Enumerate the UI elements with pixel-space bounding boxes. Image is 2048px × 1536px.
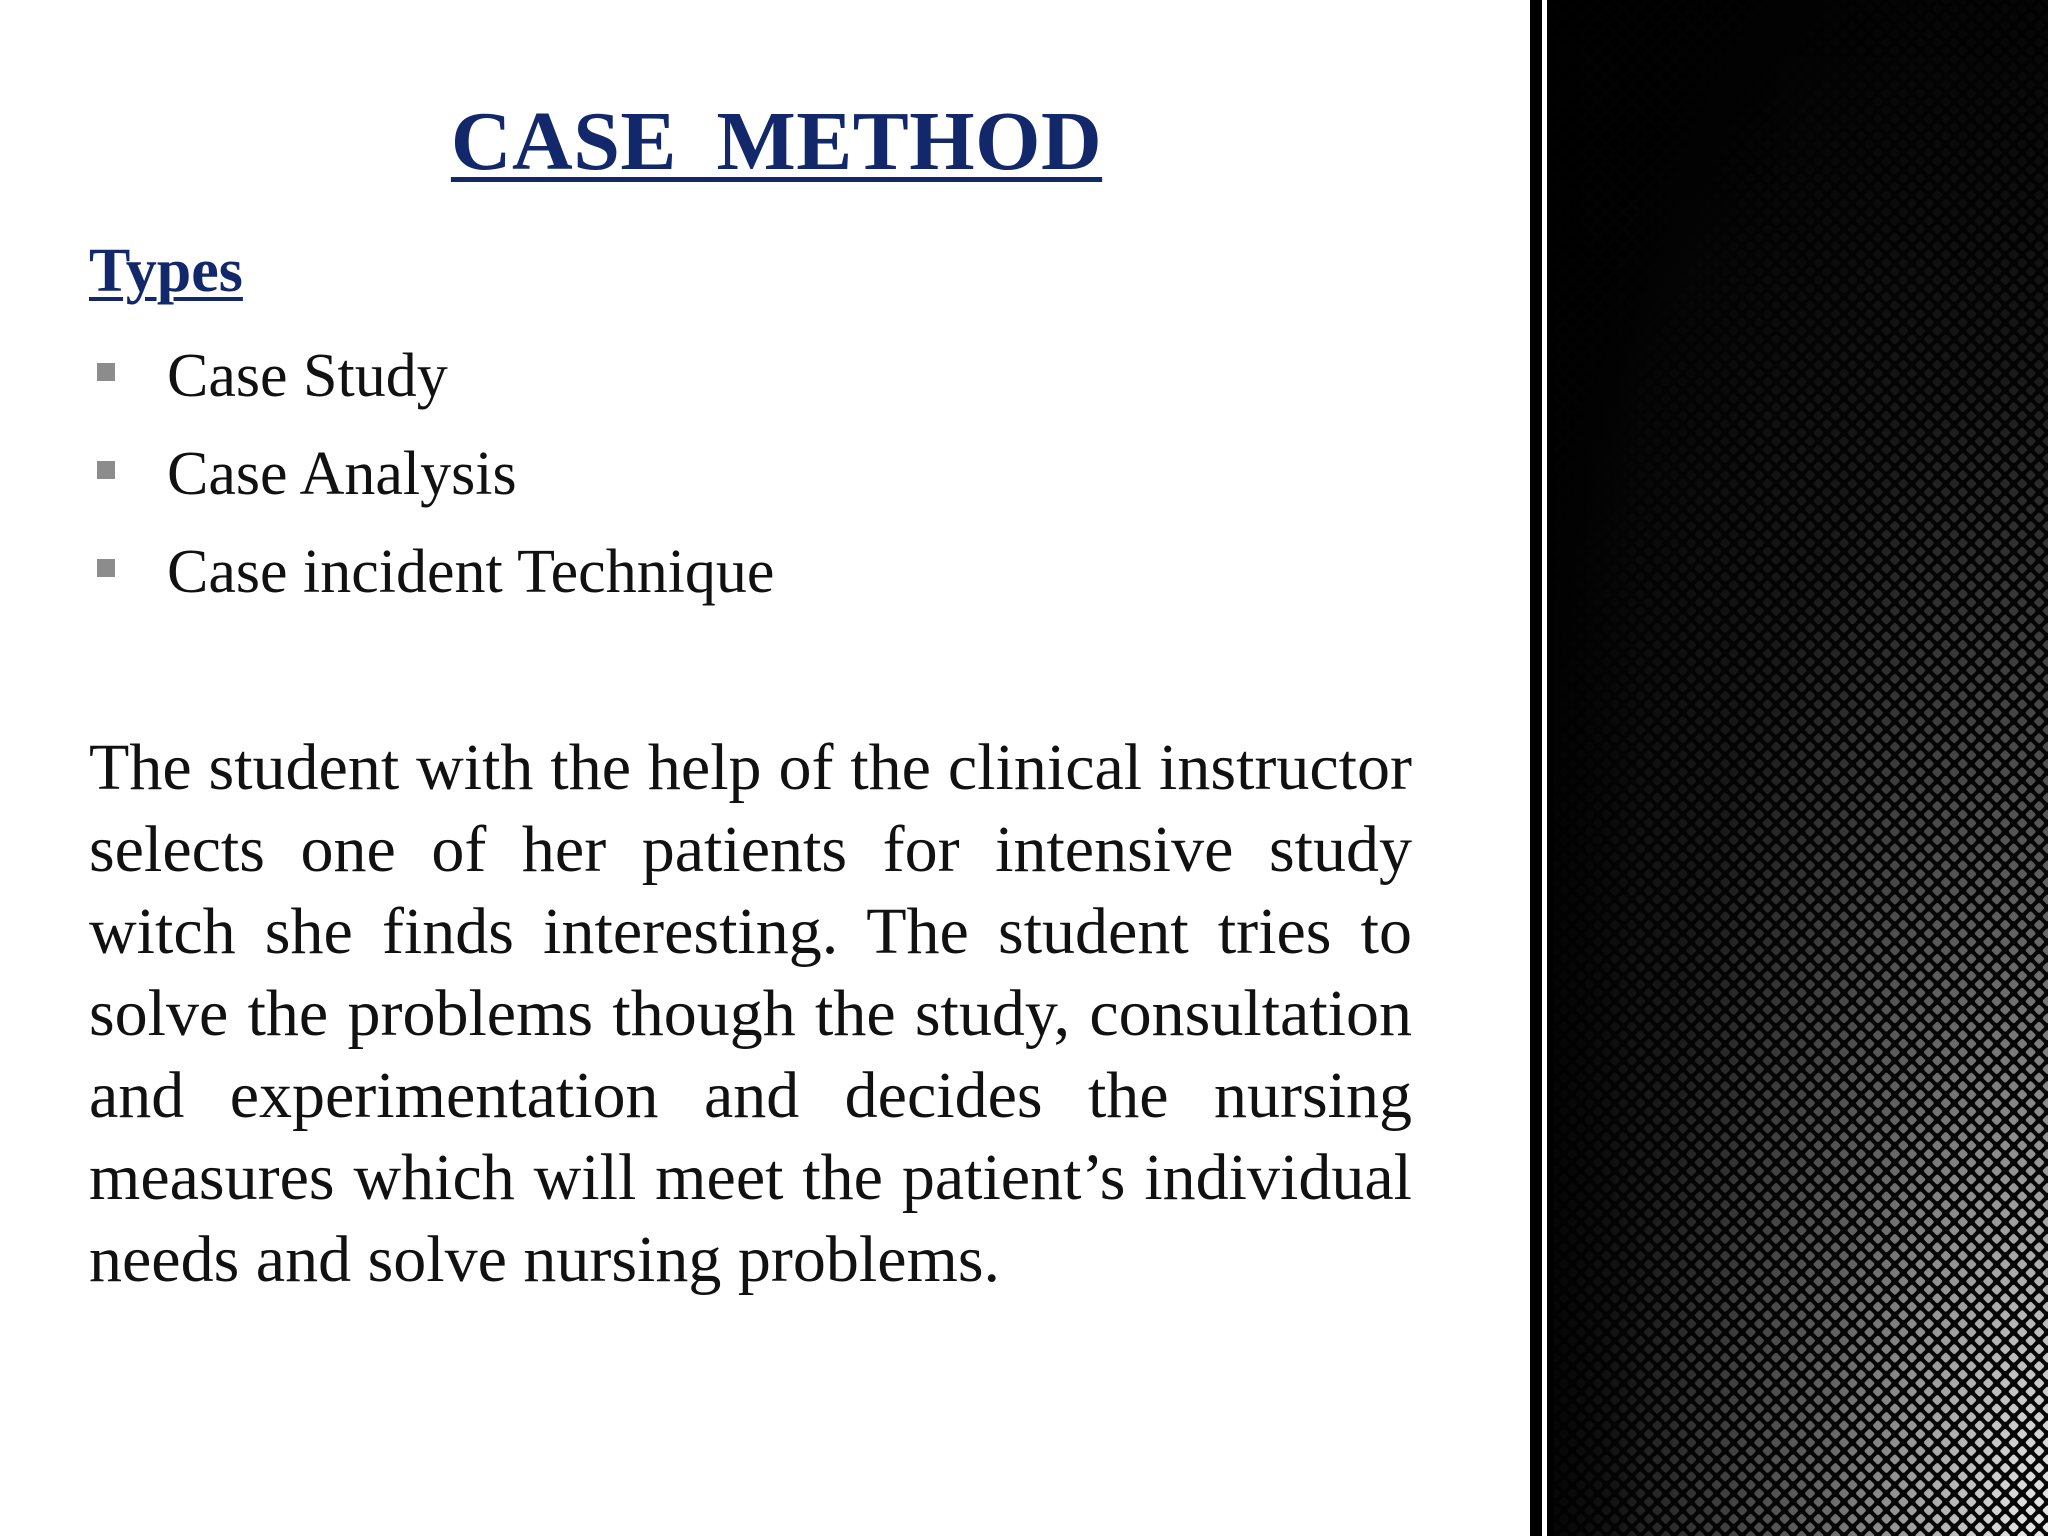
list-item	[89, 532, 774, 630]
square-bullet-icon	[97, 363, 115, 381]
list-item	[89, 336, 774, 434]
square-bullet-icon	[97, 461, 115, 479]
slide-title: CASE METHOD	[450, 95, 1103, 188]
list-item-label: Case Study	[167, 342, 448, 410]
decorative-side-panel	[1530, 0, 2048, 1536]
types-heading: Types	[89, 237, 243, 305]
panel-border-gap	[1547, 0, 1554, 1536]
square-bullet-icon	[97, 559, 115, 577]
list-item-label: Case incident Technique	[167, 538, 775, 606]
panel-border-dark	[1530, 0, 1542, 1536]
list-item	[89, 434, 774, 532]
types-list	[89, 336, 774, 630]
list-item-label: Case Analysis	[167, 440, 517, 508]
description-paragraph: The student with the help of the clinical instructor selects one of her patients for intensive study witch she finds interesting. The student tries to solve the problems though the study, consultation and experimentation and decides the nursing measures which will meet the patient’s individual needs and solve nursing problems.	[89, 731, 1412, 1296]
carbon-pattern-graphic	[1530, 0, 2048, 1536]
panel-border-light	[1542, 0, 1547, 1536]
